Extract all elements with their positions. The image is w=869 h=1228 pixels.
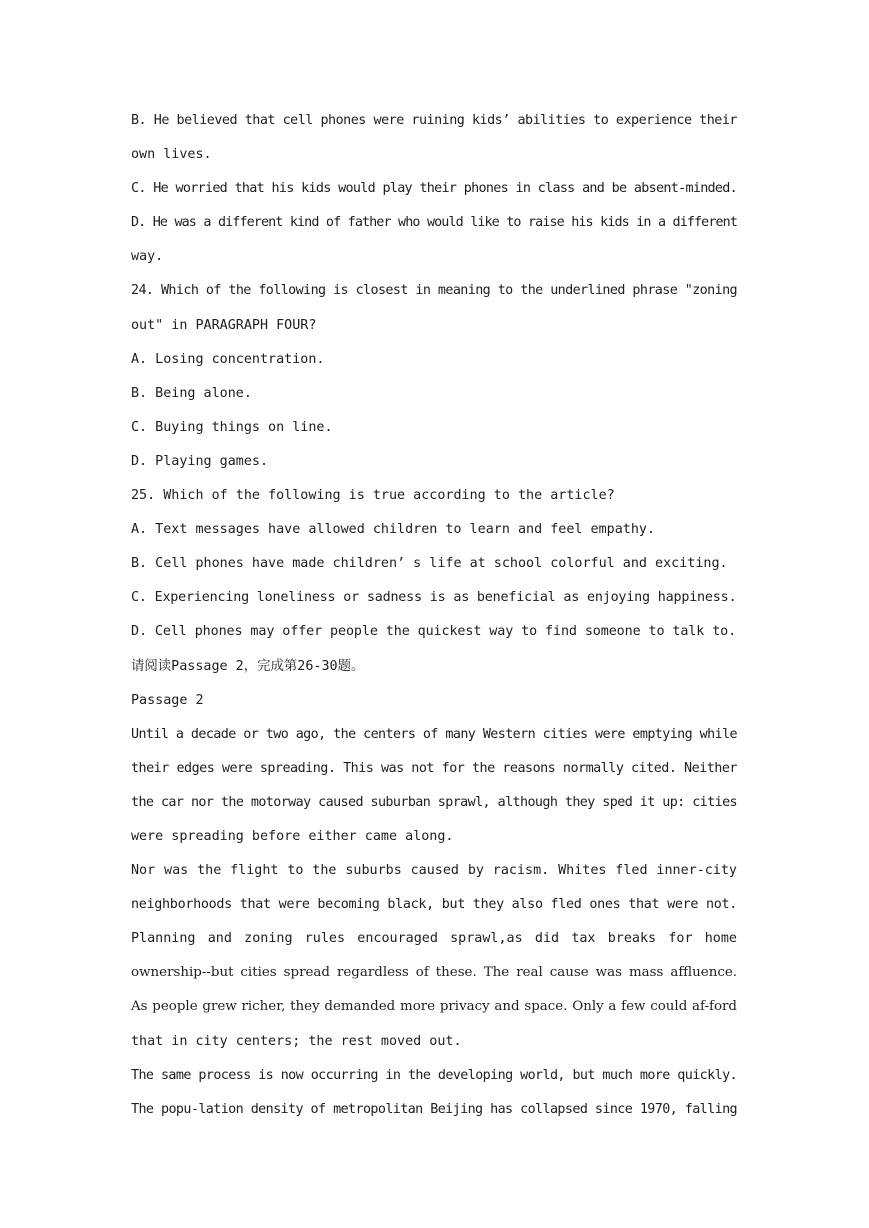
q25-stem: 25. Which of the following is true according to the article? [131, 488, 615, 504]
passage-line: were spreading before either came along. [131, 828, 454, 844]
passage-title: Passage 2 [131, 692, 204, 708]
q25-option-c: C. Experiencing loneliness or sadness is as beneficial as enjoying happiness. [131, 590, 737, 606]
passage-line: neighborhoods that were becoming black, but they also fled ones that were not. [131, 897, 737, 913]
passage-line: The popu-lation density of metropolitan Beijing has collapsed since 1970, falling [131, 1101, 737, 1117]
q25-option-b: B. Cell phones have made children’ s life at school colorful and exciting. [131, 556, 728, 572]
passage-line: ownership--but cities spread regardless of these. The real cause was mass affluence. [131, 965, 737, 981]
passage-line: Nor was the flight to the suburbs caused by racism. Whites fled inner-city [131, 863, 737, 879]
passage-line: that in city centers; the rest moved out. [131, 1033, 462, 1049]
q24-stem-line-2: out" in PARAGRAPH FOUR? [131, 317, 317, 333]
q25-option-a: A. Text messages have allowed children to learn and feel empathy. [131, 522, 656, 538]
q23-option-b-line-1: B. He believed that cell phones were ruining kids’ abilities to experience their [131, 113, 737, 128]
q24-option-c: C. Buying things on line. [131, 419, 333, 435]
passage-line: their edges were spreading. This was not for the reasons normally cited. Neither [131, 760, 737, 776]
q23-option-d-line-2: way. [131, 249, 164, 265]
passage-line: As people grew richer, they demanded more privacy and space. Only a few could af-ford [131, 999, 737, 1015]
q23-option-d-line-1: D. He was a different kind of father who would like to raise his kids in a different [131, 215, 737, 231]
passage-instruction: 请阅读Passage 2，完成第26-30题。 [131, 658, 365, 674]
q24-option-b: B. Being alone. [131, 385, 252, 401]
q24-option-a: A. Losing concentration. [131, 351, 325, 367]
passage-line: The same process is now occurring in the developing world, but much more quickly. [131, 1067, 737, 1083]
passage-line: Until a decade or two ago, the centers of many Western cities were emptying while [131, 726, 737, 742]
passage-line: the car nor the motorway caused suburban sprawl, although they sped it up: cities [131, 794, 737, 810]
q24-stem-line-1: 24. Which of the following is closest in meaning to the underlined phrase "zoning [131, 283, 737, 299]
q23-option-b-line-2: own lives. [131, 147, 212, 163]
q23-option-c: C. He worried that his kids would play their phones in class and be absent-minded. [131, 181, 737, 197]
page-content [131, 104, 737, 1127]
q24-option-d: D. Playing games. [131, 453, 269, 469]
passage-line: Planning and zoning rules encouraged sprawl,as did tax breaks for home [131, 931, 737, 947]
q25-option-d: D. Cell phones may offer people the quickest way to find someone to talk to. [131, 624, 737, 640]
